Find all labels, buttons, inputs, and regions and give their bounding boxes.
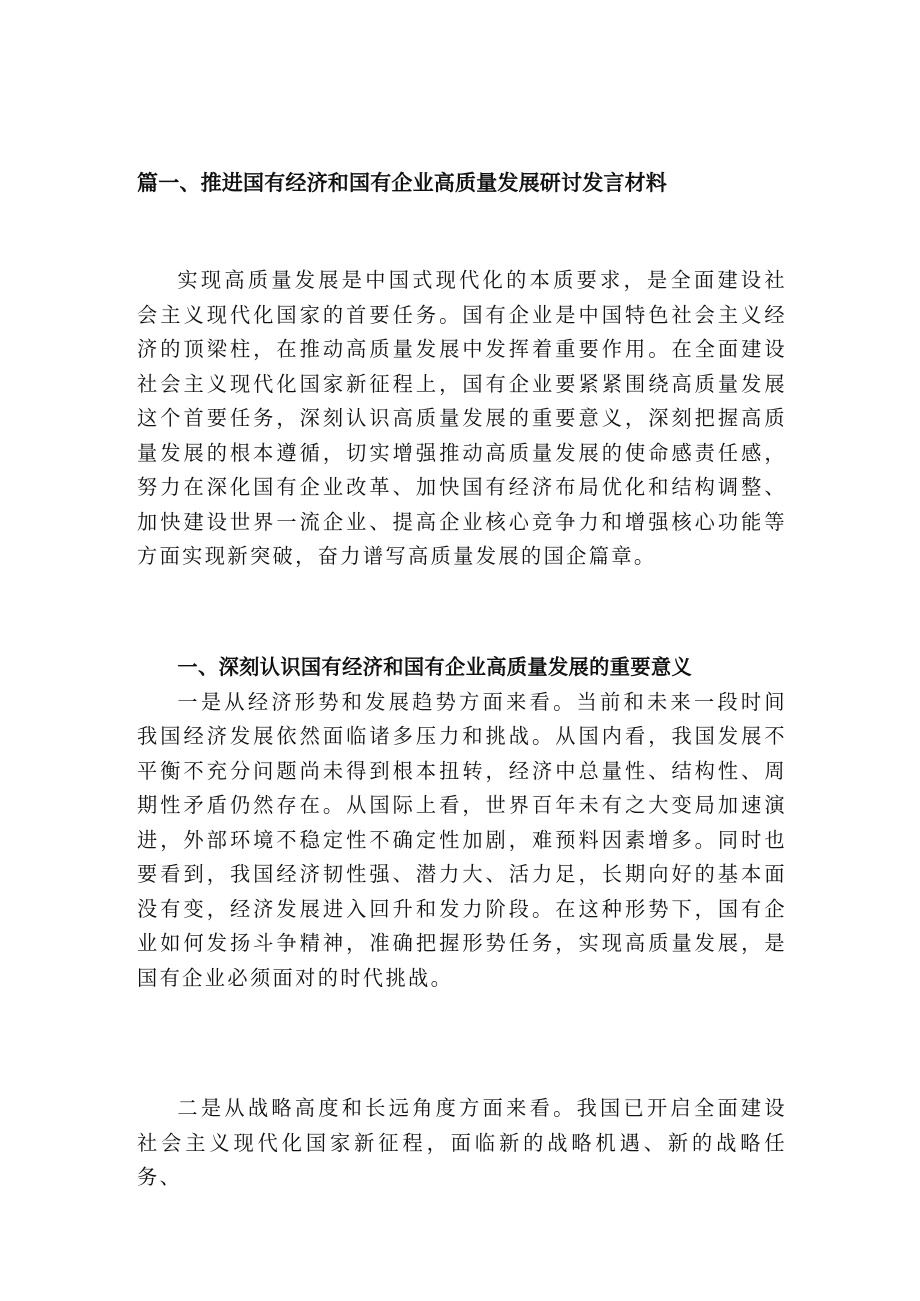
point-two-section [137,1091,787,1195]
section-one [137,650,787,995]
section-heading: 一、深刻认识国有经济和国有企业高质量发展的重要意义 [177,655,693,679]
point-two-paragraph: 二是从战略高度和长远角度方面来看。我国已开启全面建设社会主义现代化国家新征程，面临新的战略机遇、新的战略任务、 [137,1096,787,1189]
document-title: 篇一、推进国有经济和国有企业高质量发展研讨发言材料 [137,171,667,195]
point-one-paragraph: 一是从经济形势和发展趋势方面来看。当前和未来一段时间我国经济发展依然面临诸多压力和挑战。从国内看，我国发展不平衡不充分问题尚未得到根本扭转，经济中总量性、结构性、周期性矛盾仍然存在。从国际上看，世界百年未有之大变局加速演进，外部环境不稳定性不确定性加剧，难预料因素增多。同时也要看到，我国经济韧性强、潜力大、活力足，长期向好的基本面没有变，经济发展进入回升和发力阶段。在这种形势下，国有企业如何发扬斗争精神，准确把握形势任务，实现高质量发展，是国有企业必须面对的时代挑战。 [137,689,787,990]
intro-section [137,263,787,574]
intro-paragraph: 实现高质量发展是中国式现代化的本质要求，是全面建设社会主义现代化国家的首要任务。国有企业是中国特色社会主义经济的顶梁柱，在推动高质量发展中发挥着重要作用。在全面建设社会主义现代化国家新征程上，国有企业要紧紧围绕高质量发展这个首要任务，深刻认识高质量发展的重要意义，深刻把握高质量发展的根本遵循，切实增强推动高质量发展的使命感责任感，努力在深化国有企业改革、加快国有经济布局优化和结构调整、加快建设世界一流企业、提高企业核心竞争力和增强核心功能等方面实现新突破，奋力谱写高质量发展的国企篇章。 [137,268,787,568]
